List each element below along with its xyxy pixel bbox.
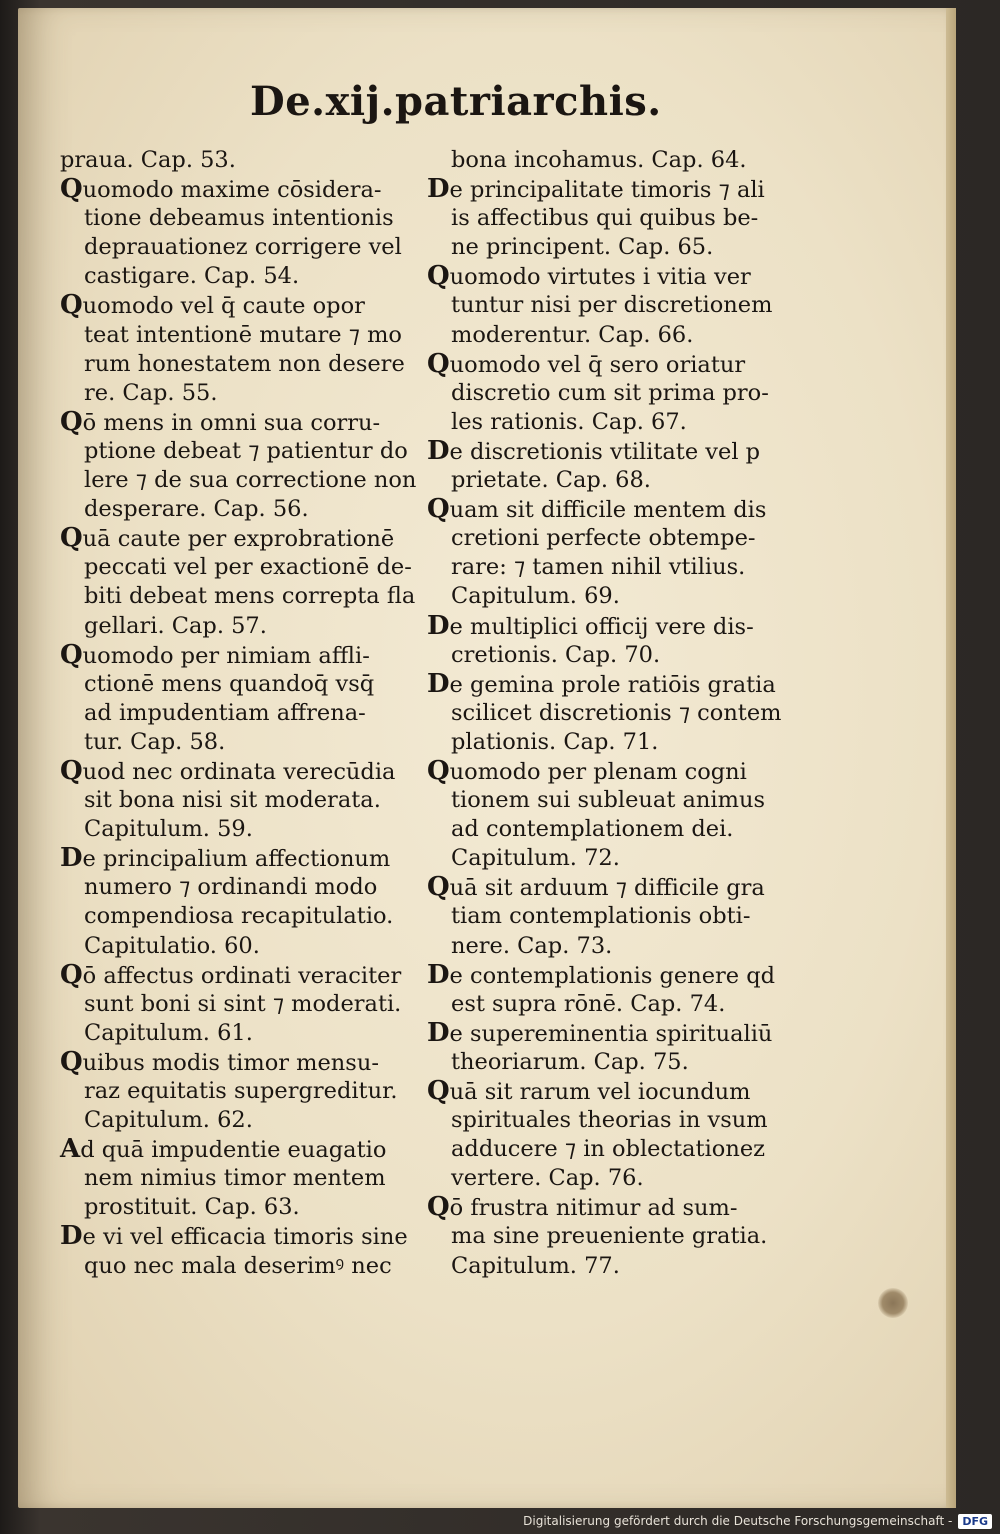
chapter-entry-line: re. Cap. 55. bbox=[84, 379, 218, 406]
chapter-entry-line: discretio cum sit prima pro- bbox=[451, 379, 769, 406]
chapter-entry-line: ad impudentiam affrena- bbox=[84, 699, 366, 726]
chapter-entry-line: compendiosa recapitulatio. bbox=[84, 903, 394, 930]
chapter-entry-line: vertere. Cap. 76. bbox=[451, 1165, 644, 1192]
chapter-entry-start: Qō affectus ordinati veraciter bbox=[60, 959, 402, 990]
chapter-entry-line: tione debeamus intentionis bbox=[84, 205, 394, 232]
chapter-entry-start: Quā caute per exprobrationē bbox=[60, 523, 395, 554]
chapter-entry-start: Quod nec ordinata verecūdia bbox=[60, 755, 396, 786]
chapter-entry-line: rare: ⁊ tamen nihil vtilius. bbox=[451, 554, 746, 581]
chapter-entry-line: ctionē mens quandoq̄ vsq̄ bbox=[84, 670, 375, 697]
chapter-entry-line: ne principent. Cap. 65. bbox=[451, 234, 714, 261]
page-edge bbox=[946, 8, 956, 1508]
chapter-entry-line: les rationis. Cap. 67. bbox=[451, 408, 687, 435]
right-column bbox=[427, 146, 782, 1281]
chapter-entry-line: spirituales theorias in vsum bbox=[451, 1107, 768, 1134]
chapter-entry-start: Quomodo virtutes i vitia ver bbox=[427, 261, 751, 292]
dfg-logo-icon: DFG bbox=[958, 1514, 992, 1529]
chapter-entry-line: deprauationez corrigere vel bbox=[84, 234, 402, 261]
chapter-entry-line: Capitulum. 62. bbox=[84, 1107, 253, 1134]
chapter-entry-start: Quā sit rarum vel iocundum bbox=[427, 1076, 751, 1106]
chapter-entry-line: is affectibus qui quibus be- bbox=[451, 205, 759, 232]
chapter-entry-line: teat intentionē mutare ⁊ mo bbox=[84, 321, 402, 348]
chapter-entry-line: tur. Cap. 58. bbox=[84, 728, 226, 755]
chapter-entry-line: cretionis. Cap. 70. bbox=[451, 641, 661, 668]
chapter-entry-line: scilicet discretionis ⁊ contem bbox=[451, 699, 782, 726]
chapter-entry-start: Quomodo vel q̄ sero oriatur bbox=[427, 348, 746, 379]
chapter-entry-start: De multiplici officij vere dis- bbox=[427, 610, 754, 641]
chapter-entry-line: adducere ⁊ in oblectationez bbox=[451, 1136, 765, 1163]
chapter-entry-line: ma sine preueniente gratia. bbox=[451, 1223, 768, 1250]
chapter-entry-line: sunt boni si sint ⁊ moderati. bbox=[84, 990, 402, 1017]
chapter-entry-start: Quibus modis timor mensu- bbox=[60, 1046, 379, 1077]
chapter-entry-start: De contemplationis genere qd bbox=[427, 959, 776, 990]
chapter-entry-line: Capitulum. 69. bbox=[451, 583, 620, 610]
chapter-entry-line: tiam contemplationis obti- bbox=[451, 903, 751, 930]
chapter-entry-line: desperare. Cap. 56. bbox=[84, 496, 309, 523]
chapter-entry-line: Capitulatio. 60. bbox=[84, 932, 260, 959]
chapter-entry-line: praua. Cap. 53. bbox=[60, 147, 236, 173]
chapter-entry-line: ptione debeat ⁊ patientur do bbox=[84, 437, 408, 464]
chapter-entry-line: gellari. Cap. 57. bbox=[84, 612, 267, 639]
chapter-entry-line: nem nimius timor mentem bbox=[84, 1165, 386, 1192]
paper-stain bbox=[878, 1288, 908, 1318]
chapter-entry-line: castigare. Cap. 54. bbox=[84, 263, 300, 290]
chapter-entry-start: Quam sit difficile mentem dis bbox=[427, 494, 767, 525]
chapter-entry-line: tionem sui subleuat animus bbox=[451, 787, 765, 814]
chapter-entry-start: De principalitate timoris ⁊ ali bbox=[427, 174, 765, 205]
chapter-entry-line: Capitulum. 72. bbox=[451, 845, 620, 872]
chapter-entry-start: Quā sit arduum ⁊ difficile gra bbox=[427, 872, 765, 903]
chapter-entry-start: De supereminentia spiritualiū bbox=[427, 1017, 773, 1048]
chapter-entry-line: cretioni perfecte obtempe- bbox=[451, 525, 756, 552]
chapter-entry-start: De vi vel efficacia timoris sine bbox=[60, 1221, 408, 1252]
chapter-entry-line: Capitulum. 77. bbox=[451, 1252, 620, 1279]
chapter-entry-line: peccati vel per exactionē de- bbox=[84, 554, 412, 581]
chapter-entry-line: numero ⁊ ordinandi modo bbox=[84, 874, 378, 901]
chapter-entry-line: nere. Cap. 73. bbox=[451, 932, 613, 959]
chapter-entry-start: Qō frustra nitimur ad sum- bbox=[427, 1192, 738, 1223]
chapter-entry-start: Ad quā impudentie euagatio bbox=[60, 1134, 387, 1165]
chapter-entry-line: lere ⁊ de sua correctione non bbox=[84, 467, 417, 494]
left-column bbox=[60, 146, 417, 1281]
digitization-footer bbox=[523, 1510, 992, 1532]
chapter-entry-line: prietate. Cap. 68. bbox=[451, 467, 651, 494]
chapter-entry-line: Capitulum. 61. bbox=[84, 1019, 253, 1046]
chapter-entry-line: tuntur nisi per discretionem bbox=[451, 292, 773, 319]
chapter-entry-start: Quomodo vel q̄ caute opor bbox=[60, 290, 365, 321]
footer-text: Digitalisierung gefördert durch die Deutsche Forschungsgemeinschaft - bbox=[523, 1514, 953, 1528]
chapter-entry-line: prostituit. Cap. 63. bbox=[84, 1194, 300, 1221]
running-heading: De.xij.patriarchis. bbox=[250, 78, 662, 125]
chapter-entry-start: De gemina prole ratiōis gratia bbox=[427, 668, 776, 699]
chapter-entry-line: quo nec mala deserimꝰ nec bbox=[84, 1252, 392, 1279]
chapter-entry-start: Qō mens in omni sua corru- bbox=[60, 406, 381, 437]
chapter-entry-start: Quomodo per nimiam affli- bbox=[60, 639, 370, 670]
chapter-entry-line: rum honestatem non desere bbox=[84, 350, 405, 377]
chapter-entry-start: De principalium affectionum bbox=[60, 843, 391, 874]
chapter-entry-line: moderentur. Cap. 66. bbox=[451, 321, 694, 348]
chapter-entry-line: raz equitatis supergreditur. bbox=[84, 1078, 398, 1104]
chapter-entry-line: ad contemplationem dei. bbox=[451, 816, 734, 843]
chapter-entry-line: plationis. Cap. 71. bbox=[451, 728, 659, 755]
chapter-entry-start: Quomodo per plenam cogni bbox=[427, 755, 747, 786]
chapter-entry-line: Capitulum. 59. bbox=[84, 816, 253, 843]
chapter-entry-start: Quomodo maxime cōsidera- bbox=[60, 174, 382, 205]
chapter-entry-line: est supra rōnē. Cap. 74. bbox=[451, 990, 726, 1017]
chapter-entry-line: theoriarum. Cap. 75. bbox=[451, 1048, 689, 1075]
chapter-entry-line: bona incohamus. Cap. 64. bbox=[451, 147, 747, 173]
chapter-entry-line: biti debeat mens correpta fla bbox=[84, 583, 416, 610]
chapter-entry-start: De discretionis vtilitate vel p bbox=[427, 435, 761, 466]
chapter-entry-line: sit bona nisi sit moderata. bbox=[84, 787, 381, 814]
